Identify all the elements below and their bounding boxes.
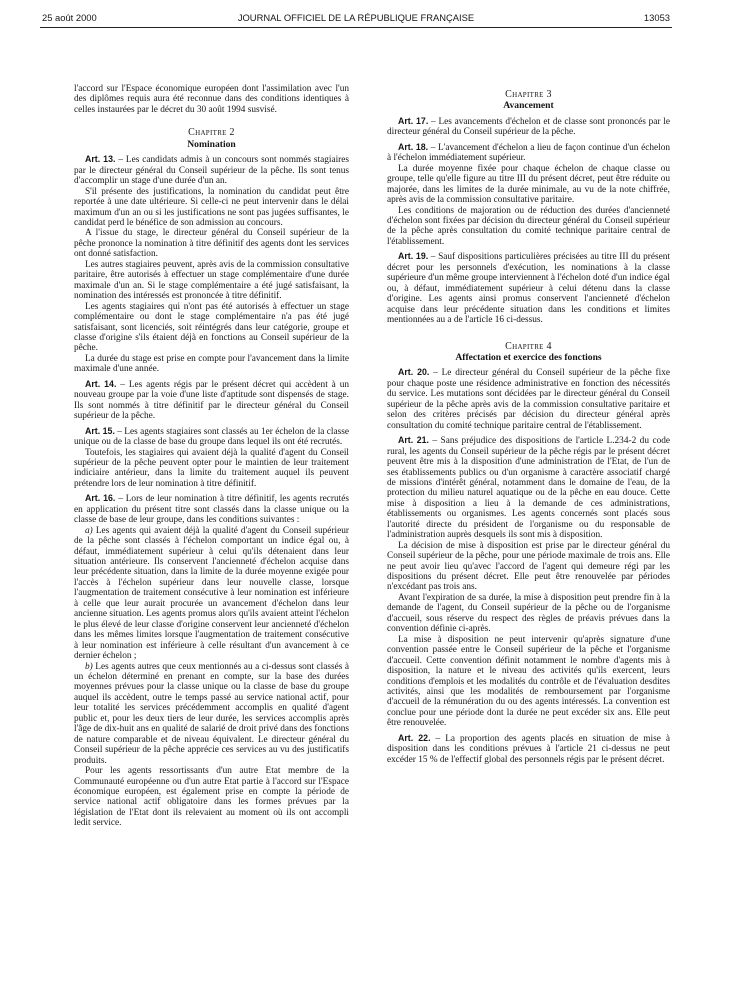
article-18 (387, 142, 670, 164)
article-text: – Les avancements d'échelon et de classe sont prononcés par le directeur général du Conseil supérieur de la pêche. (387, 116, 670, 138)
article-text: – Les agents régis par le présent décret qui accèdent à un nouveau groupe par la voie d'une liste d'aptitude sont dispensés de stage. Ils sont nommés à titre définitif par le directeur général du Conseil supérieur de la pêche. (74, 379, 350, 422)
list-marker: a) (85, 525, 93, 536)
chapter-heading: Chapitre 4 (505, 340, 552, 352)
page-header (42, 12, 670, 26)
article-text: – Les candidats admis à un concours sont nommés stagiaires par le directeur général du Conseil supérieur de la pêche. Ils sont tenus d'accomplir un stage d'une durée d'un an. (74, 155, 349, 187)
article-text: – Lors de leur nomination à titre définitif, les agents recrutés en application du présent titre sont classés dans la classe unique ou la classe de base de leur groupe, dans les conditions suivantes : (74, 494, 350, 526)
list-marker: b) (85, 661, 93, 672)
paragraph: La mise à disposition ne peut intervenir qu'après signature d'une convention passée entre le Conseil supérieur de la pêche et l'organisme d'accueil. Cette convention définit notamment le nombre d'agents mis à disposition, la nature et le niveau des activités qu'ils exercent, leurs conditions d'emplois et les modalités du contrôle et de l'évaluation desdites activités, ainsi que les modalités de remboursement par l'organisme d'accueil de la rémunération du ou des agents intéressés. La convention est conclue pour une période dont la durée ne peut excéder six ans. Elle peut être renouvelée. (387, 634, 670, 729)
article-text: – La proportion des agents placés en situation de mise à disposition dans les conditions prévues à l'article 21 ci-dessus ne peut excéder 15 % de l'effectif global des personnels régis par le présent décret. (387, 733, 670, 765)
list-item-b (74, 662, 349, 767)
article-label: Art. 16. (85, 493, 116, 504)
article-text: – Les agents stagiaires sont classés au 1er échelon de la classe unique ou de la classe de base du groupe dans lequel ils ont été recrutés. (74, 426, 349, 448)
paragraph: Les conditions de majoration ou de réduction des durées d'ancienneté d'échelon sont fixées par décision du directeur général du Conseil supérieur de la pêche après consultation du comité technique paritaire central de l'établissement. (387, 205, 670, 247)
article-14 (74, 379, 349, 422)
chapter-title: Nomination (187, 138, 236, 150)
article-22 (387, 733, 670, 765)
chapter-title: Affectation et exercice des fonctions (455, 351, 602, 363)
article-label: Art. 21. (398, 435, 429, 446)
paragraph: La durée moyenne fixée pour chaque échelon de chaque classe ou groupe, telle qu'elle figure au titre III du présent décret, peut être réduite ou majorée, dans les limites de la durée minimale, au vu de la note chiffrée, après avis de la commission consultative paritaire. (387, 163, 670, 206)
article-label: Art. 17. (398, 115, 429, 126)
left-column (74, 84, 349, 829)
header-rule (40, 27, 672, 28)
article-label: Art. 18. (398, 141, 429, 152)
article-21 (387, 435, 670, 541)
paragraph: Pour les agents ressortissants d'un autre Etat membre de la Communauté européenne ou d'un autre Etat partie à l'accord sur l'Espace économique européen, est également prise en compte la période de service national actif obligatoire dans les formes prévues par la législation de l'Etat dont ils relevaient au moment où ils ont accompli ledit service. (74, 766, 349, 829)
chapter-heading: Chapitre 3 (505, 89, 552, 100)
header-date: 25 août 2000 (42, 12, 97, 23)
paragraph: Les autres stagiaires peuvent, après avis de la commission consultative paritaire, être autorisés à effectuer un stage complémentaire d'une durée maximale d'un an. Si le stage complémentaire a été jugé satisfaisant, la nomination des intéressés est prononcée à titre définitif. (74, 259, 349, 302)
article-text: – L'avancement d'échelon a lieu de façon continue d'un échelon à l'échelon immédiatement supérieur. (387, 142, 670, 164)
page-number: 13053 (643, 12, 670, 23)
paragraph: La décision de mise à disposition est prise par le directeur général du Conseil supérieur de la pêche, pour une période maximale de trois ans. Elle ne peut avoir lieu qu'avec l'accord de l'agent qui demeure régi par les dispositions du présent décret. Elle peut être renouvelée par périodes n'excédant pas trois ans. (387, 540, 670, 593)
list-item-a (74, 526, 349, 662)
paragraph: S'il présente des justifications, la nomination du candidat peut être reportée à une date ultérieure. Si celle-ci ne peut intervenir dans le délai maximum d'un an ou si les justifications ne sont pas jugées suffisantes, le candidat perd le bénéfice de son admission au concours. (74, 186, 349, 228)
article-label: Art. 14. (85, 378, 117, 389)
article-13 (74, 154, 349, 186)
article-text: – Le directeur général du Conseil supérieur de la pêche fixe pour chaque poste une résidence administrative en fonction des nécessités du service. Les mutations sont décidées par le directeur général du Conseil supérieur de la pêche après avis de la commission consultative paritaire et selon des critères précisés par décision du directeur général après consultation du comité technique paritaire central de l'établissement. (387, 368, 670, 431)
paragraph: Toutefois, les stagiaires qui avaient déjà la qualité d'agent du Conseil supérieur de la pêche peuvent opter pour le maintien de leur traitement indiciaire antérieur, dans la limite du traitement auquel ils peuvent prétendre lors de leur nomination à titre définitif. (74, 447, 349, 489)
list-text: Les agents autres que ceux mentionnés au a ci-dessus sont classés à un échelon déterminé en prenant en compte, sur la base des durées moyennes prévues pour la classe unique ou la classe de base du groupe auquel ils accèdent, outre le temps passé au service national actif, pour leur totalité les services précédemment accomplis en qualité d'agent public et, pour les deux tiers de leur durée, les services accomplis après l'âge de dix-huit ans en qualité de salarié de droit privé dans des fonctions de nature comparable et de niveau équivalent. Le directeur général du Conseil supérieur de la pêche apprécie ces services au vu des justificatifs produits. (74, 661, 349, 766)
right-column (387, 90, 670, 765)
paragraph: Avant l'expiration de sa durée, la mise à disposition peut prendre fin à la demande de l'agent, du Conseil supérieur de la pêche ou de l'organisme d'accueil, sous réserve du respect des règles de préavis prévues dans la convention définie ci-après. (387, 592, 670, 635)
article-20 (387, 367, 670, 431)
article-17 (387, 116, 670, 138)
article-15 (74, 426, 349, 448)
article-16 (74, 493, 349, 525)
paragraph: A l'issue du stage, le directeur général du Conseil supérieur de la pêche prononce la nomination à titre définitif des agents dont les services ont donné satisfaction. (74, 228, 349, 260)
list-text: Les agents qui avaient déjà la qualité d'agent du Conseil supérieur de la pêche sont classés à l'échelon comportant un indice égal ou, à défaut, immédiatement supérieur à celui qu'ils détenaient dans leur situation antérieure. Ils conservent l'ancienneté d'échelon acquise dans leur précédente situation, dans la limite de la durée moyenne exigée pour l'accès à l'échelon supérieur dans leur nouvelle classe, lorsque l'augmentation de traitement consécutive à leur nomination est inférieure à celle que leur aurait procurée un avancement d'échelon dans leur ancienne situation. Les agents promus alors qu'ils avaient atteint l'échelon le plus élevé de leur classe d'origine conservent leur ancienneté d'échelon dans les mêmes limites lorsque l'augmentation de traitement consécutive à leur nomination est inférieure à celle résultant d'un avancement à ce dernier échelon ; (74, 525, 349, 662)
journal-title: JOURNAL OFFICIEL DE LA RÉPUBLIQUE FRANÇAISE (237, 12, 475, 23)
chapter-title: Avancement (503, 100, 554, 112)
article-label: Art. 13. (85, 154, 116, 165)
paragraph: l'accord sur l'Espace économique européen dont l'assimilation avec l'un des diplômes requis aura été reconnue dans des conditions identiques à celles instaurées par le décret du 30 août 1994 susvisé. (74, 84, 349, 115)
article-label: Art. 22. (398, 732, 431, 743)
article-19 (387, 251, 670, 325)
article-label: Art. 15. (85, 425, 115, 436)
article-label: Art. 19. (398, 251, 429, 262)
chapter-heading: Chapitre 2 (188, 127, 235, 139)
article-label: Art. 20. (398, 367, 430, 378)
paragraph: Les agents stagiaires qui n'ont pas été autorisés à effectuer un stage complémentaire ou dont le stage complémentaire n'a pas été jugé satisfaisant, sont licenciés, soit réintégrés dans leur catégorie, groupe et classe d'origine s'ils étaient déjà en fonctions au Conseil supérieur de la pêche. (74, 301, 349, 354)
paragraph: La durée du stage est prise en compte pour l'avancement dans la limite maximale d'une année. (74, 353, 349, 375)
article-text: – Sauf dispositions particulières précisées au titre III du présent décret pour les personnels d'exécution, les nominations à la classe supérieure d'un même groupe interviennent à l'échelon doté d'un indice égal ou, à défaut, immédiatement supérieur à celui détenu dans la classe d'origine. Les agents ainsi promus conservent l'ancienneté d'échelon acquise dans leur précédente situation dans les conditions et limites mentionnées au a de l'article 16 ci-dessus. (387, 252, 670, 326)
article-text: – Sans préjudice des dispositions de l'article L.234-2 du code rural, les agents du Conseil supérieur de la pêche régis par le présent décret peuvent être mis à la disposition d'une administration de l'Etat, de l'un de ses établissements publics ou d'un organisme à caractère associatif chargé de missions d'intérêt général, notamment dans le domaine de l'eau, de la protection du milieu naturel aquatique ou de la pêche en eau douce. Cette mise à disposition a lieu à la demande de ces administrations, établissements ou organismes. Les agents concernés sont placés sous l'autorité directe du président de l'organisme ou du responsable de l'administration auprès desquels ils sont mis à disposition. (387, 436, 670, 541)
